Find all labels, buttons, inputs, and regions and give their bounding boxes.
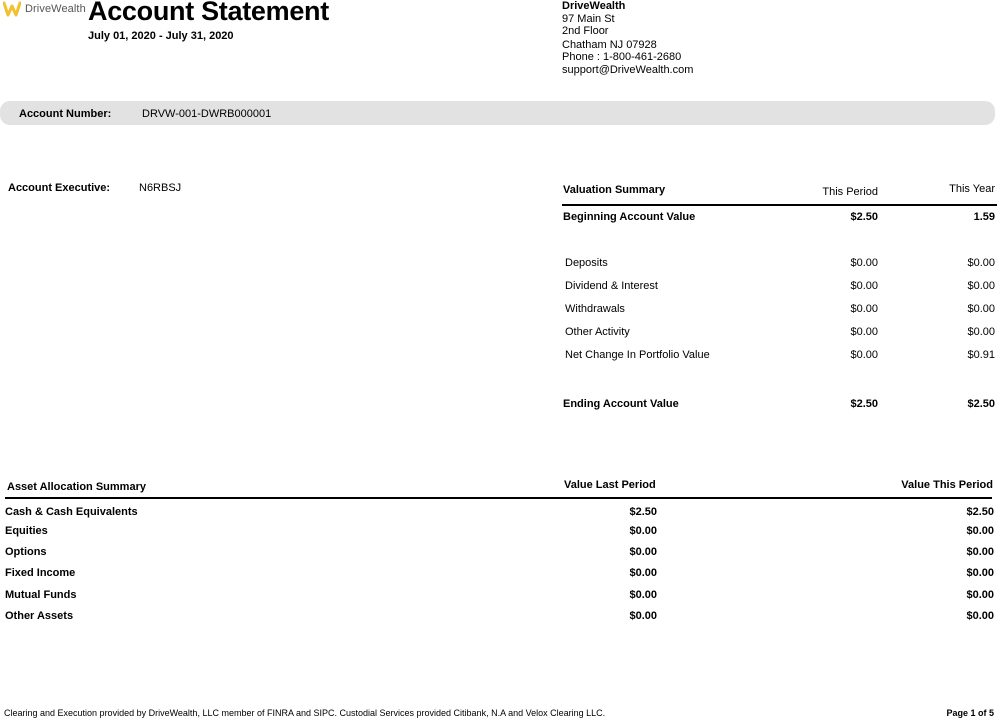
- row-this-year: $0.00: [967, 257, 995, 269]
- allocation-row-cash: [5, 506, 994, 520]
- allocation-col-last-period: Value Last Period: [564, 479, 656, 491]
- ending-value-row: [563, 398, 995, 412]
- row-this-year: $0.00: [967, 326, 995, 338]
- address-city: Chatham NJ 07928: [562, 38, 657, 51]
- page-number: Page 1 of 5: [946, 708, 994, 718]
- row-last-period: $0.00: [629, 610, 657, 622]
- account-executive-label: Account Executive:: [8, 182, 111, 194]
- row-last-period: $0.00: [629, 546, 657, 558]
- address-floor: 2nd Floor: [562, 25, 609, 37]
- beginning-value-row: [563, 211, 995, 225]
- allocation-row-fixed-income: [5, 567, 994, 581]
- row-this-period: $0.00: [966, 525, 994, 537]
- row-this-period: $0.00: [966, 546, 994, 558]
- row-this-period: $0.00: [966, 610, 994, 622]
- row-last-period: $2.50: [629, 506, 657, 518]
- row-this-year: $0.00: [967, 280, 995, 292]
- row-label: Mutual Funds: [5, 589, 77, 601]
- row-this-period: $0.00: [850, 280, 878, 292]
- row-label: Ending Account Value: [563, 398, 679, 410]
- logo-text: DriveWealth: [25, 3, 86, 15]
- row-last-period: $0.00: [629, 525, 657, 537]
- row-label: Net Change In Portfolio Value: [565, 349, 710, 361]
- row-this-period: $2.50: [966, 506, 994, 518]
- address-phone: Phone : 1-800-461-2680: [562, 51, 682, 63]
- row-label: Deposits: [565, 257, 608, 269]
- company-address: [562, 0, 693, 76]
- valuation-header-rule: [562, 204, 997, 206]
- page-title: Account Statement: [88, 0, 329, 26]
- account-number-label: Account Number:: [19, 108, 112, 120]
- row-this-year: $2.50: [967, 398, 995, 410]
- row-this-period: $0.00: [850, 326, 878, 338]
- asset-allocation-title: Asset Allocation Summary: [7, 481, 146, 493]
- row-this-year: 1.59: [973, 211, 995, 223]
- valuation-row-deposits: [563, 257, 995, 271]
- row-label: Withdrawals: [565, 303, 625, 315]
- footer-disclosure: Clearing and Execution provided by DriveWealth, LLC member of FINRA and SIPC. Custodial Services provided Citibank, N.A and Velox Clearing LLC.: [4, 708, 606, 718]
- valuation-row-net-change: [563, 349, 995, 363]
- row-label: Fixed Income: [5, 567, 76, 579]
- drivewealth-logo-icon: [3, 0, 21, 18]
- row-this-period: $2.50: [850, 211, 878, 223]
- valuation-row-other-activity: [563, 326, 995, 340]
- allocation-row-equities: [5, 525, 994, 539]
- statement-period: July 01, 2020 - July 31, 2020: [88, 30, 234, 42]
- valuation-col-this-year: This Year: [949, 183, 995, 195]
- allocation-header-rule: [5, 497, 992, 499]
- drivewealth-logo: [3, 0, 86, 18]
- row-this-year: $0.91: [967, 349, 995, 361]
- valuation-row-dividend-interest: [563, 280, 995, 294]
- row-this-period: $0.00: [850, 349, 878, 361]
- row-this-year: $0.00: [967, 303, 995, 315]
- account-executive-value: N6RBSJ: [139, 182, 182, 194]
- allocation-row-mutual-funds: [5, 589, 994, 603]
- row-label: Other Assets: [5, 610, 74, 622]
- address-street: 97 Main St: [562, 12, 615, 25]
- address-email: support@DriveWealth.com: [562, 63, 694, 76]
- row-this-period: $0.00: [966, 567, 994, 579]
- row-last-period: $0.00: [629, 567, 657, 579]
- valuation-row-withdrawals: [563, 303, 995, 317]
- row-label: Options: [5, 546, 47, 558]
- row-this-period: $0.00: [966, 589, 994, 601]
- row-last-period: $0.00: [629, 589, 657, 601]
- row-label: Equities: [5, 525, 48, 537]
- valuation-col-this-period: This Period: [822, 186, 878, 198]
- valuation-summary-title: Valuation Summary: [563, 184, 666, 196]
- account-number-value: DRVW-001-DWRB000001: [142, 108, 272, 120]
- row-label: Beginning Account Value: [563, 211, 696, 223]
- row-this-period: $0.00: [850, 257, 878, 269]
- row-this-period: $2.50: [850, 398, 878, 410]
- allocation-row-other-assets: [5, 610, 994, 624]
- allocation-row-options: [5, 546, 994, 560]
- company-name: DriveWealth: [562, 0, 626, 12]
- row-this-period: $0.00: [850, 303, 878, 315]
- row-label: Cash & Cash Equivalents: [5, 506, 138, 518]
- row-label: Other Activity: [565, 326, 630, 338]
- allocation-col-this-period: Value This Period: [901, 479, 993, 491]
- row-label: Dividend & Interest: [565, 280, 658, 292]
